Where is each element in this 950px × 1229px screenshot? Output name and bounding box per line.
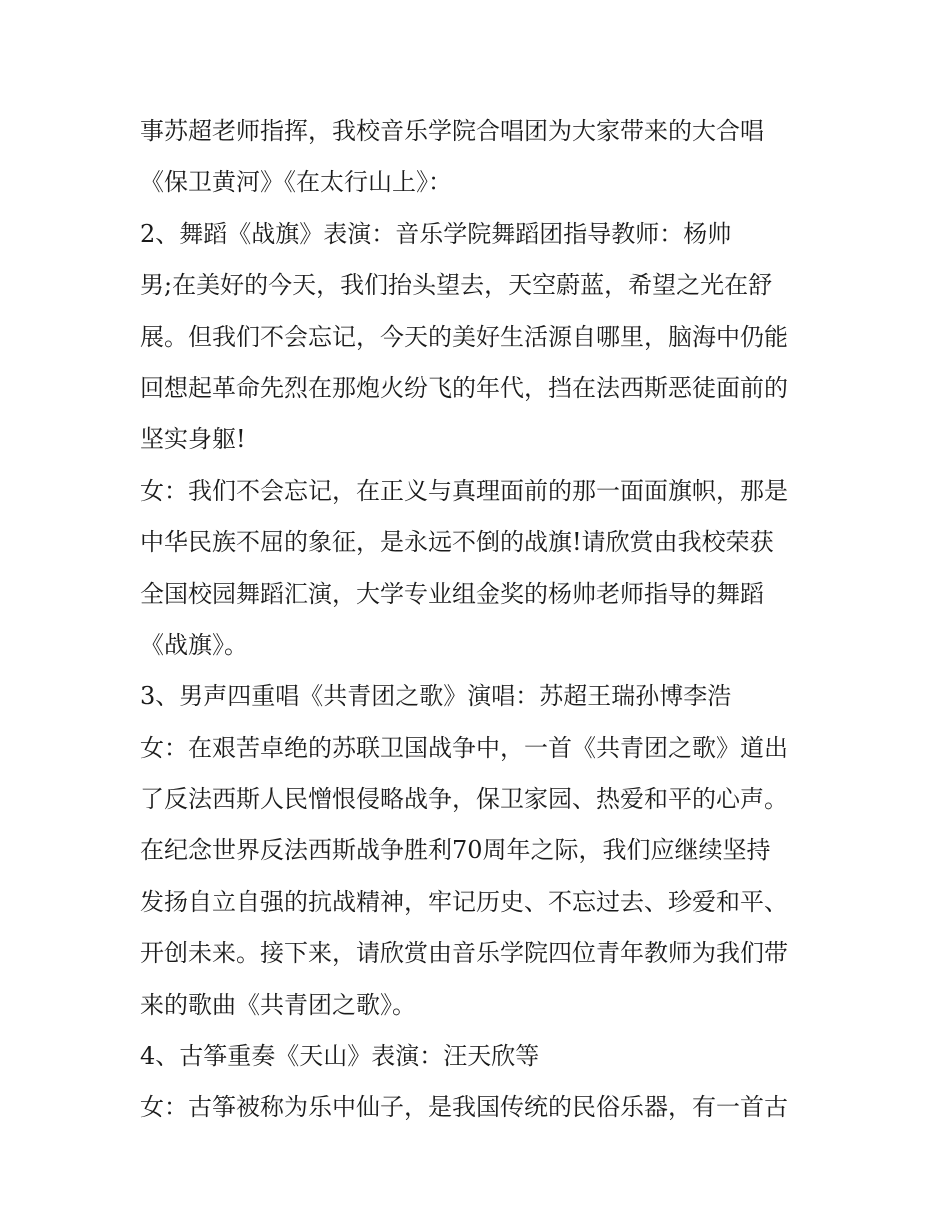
text-line: 展。但我们不会忘记，今天的美好生活源自哪里，脑海中仍能: [140, 322, 788, 351]
text-line: 男;在美好的今天，我们抬头望去，天空蔚蓝，希望之光在舒: [140, 271, 773, 300]
text-line: 《保卫黄河》《在太行山上》：: [140, 168, 452, 197]
text-line: 女：我们不会忘记，在正义与真理面前的那一面面旗帜，那是: [140, 476, 788, 505]
text-line: 全国校园舞蹈汇演，大学专业组金奖的杨帅老师指导的舞蹈: [140, 579, 764, 608]
text-line: 回想起革命先烈在那炮火纷飞的年代，挡在法西斯恶徒面前的: [140, 373, 788, 402]
text-line: 2、舞蹈《战旗》表演：音乐学院舞蹈团指导教师：杨帅: [140, 219, 732, 248]
text-line: 发扬自立自强的抗战精神，牢记历史、不忘过去、珍爱和平、: [140, 887, 788, 916]
text-line: 在纪念世界反法西斯战争胜利70周年之际，我们应继续坚持: [140, 836, 771, 865]
text-line: 开创未来。接下来，请欣赏由音乐学院四位青年教师为我们带: [140, 939, 788, 968]
text-line: 坚实身躯!: [140, 425, 246, 454]
text-line: 中华民族不屈的象征，是永远不倒的战旗!请欣赏由我校荣获: [140, 528, 774, 557]
text-line: 事苏超老师指挥，我校音乐学院合唱团为大家带来的大合唱: [140, 117, 764, 145]
text-line: 来的歌曲《共青团之歌》。: [140, 990, 416, 1019]
text-line: 4、古筝重奏《天山》表演：汪天欣等: [140, 1042, 540, 1071]
text-line: 女：在艰苦卓绝的苏联卫国战争中，一首《共青团之歌》道出: [140, 733, 788, 762]
text-line: 女：古筝被称为乐中仙子，是我国传统的民俗乐器，有一首古: [140, 1093, 788, 1122]
text-line: 《战旗》。: [140, 630, 248, 659]
document-body: [140, 106, 830, 1134]
text-line: 3、男声四重唱《共青团之歌》演唱：苏超王瑞孙博李浩: [140, 682, 732, 711]
text-line: 了反法西斯人民憎恨侵略战争，保卫家园、热爱和平的心声。: [140, 785, 788, 814]
